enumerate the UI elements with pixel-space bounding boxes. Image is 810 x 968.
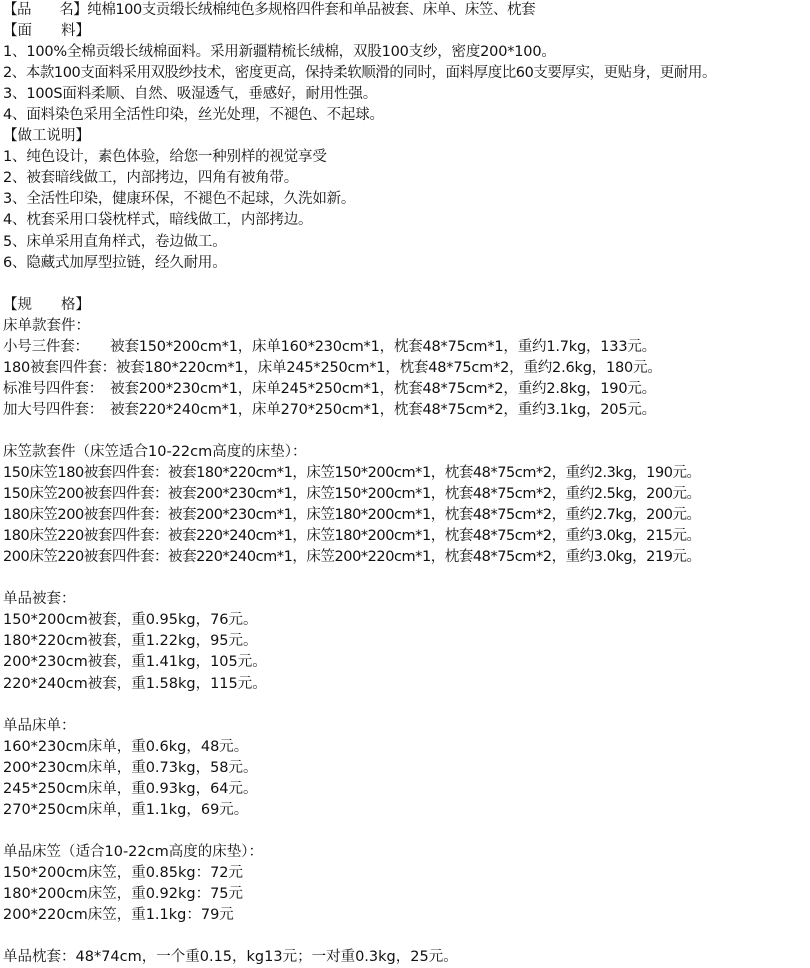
spacer — [3, 568, 807, 589]
duvet-cover-row: 180*220cm被套，重1.22kg，95元。 — [3, 633, 258, 650]
spacer — [3, 926, 807, 947]
sheet-row: 245*250cm床单，重0.93kg，64元。 — [3, 780, 258, 797]
fitted-sheet-row: 150*200cm床笠，重0.85kg：72元 — [3, 864, 244, 881]
spacer — [3, 274, 807, 295]
sheet-sets-title: 床单款套件： — [3, 317, 90, 334]
sheet-row: 200*230cm床单，重0.73kg，58元。 — [3, 759, 258, 776]
fabric-item: 1、100%全棉贡缎长绒棉面料。采用新疆精梳长绒棉，双股100支纱，密度200*100。 — [3, 44, 556, 61]
sheet-set-row: 180被套四件套：被套180*220cm*1，床单245*250cm*1，枕套48*75cm*2，重约2.6kg，180元。 — [3, 359, 662, 376]
workmanship-item: 5、床单采用直角样式，卷边做工。 — [3, 233, 227, 250]
fabric-item: 3、100S面料柔顺、自然、吸湿透气，垂感好，耐用性强。 — [3, 86, 378, 103]
workmanship-item: 1、纯色设计，素色体验，给您一种别样的视觉享受 — [3, 149, 327, 166]
fitted-sets-title: 床笠款套件（床笠适合10-22cm高度的床垫）： — [3, 443, 307, 460]
fitted-set-row: 180床笠200被套四件套：被套200*230cm*1，床笠180*200cm*1，枕套48*75cm*2，重约2.7kg，200元。 — [3, 507, 701, 524]
workmanship-item: 3、全活性印染，健康环保，不褪色不起球，久洗如新。 — [3, 191, 356, 208]
fabric-item: 2、本款100支面料采用双股纱技术，密度更高，保持柔软顺滑的同时，面料厚度比60支要厚实，更贴身，更耐用。 — [3, 65, 716, 82]
product-name-heading: 【品 名】纯棉100支贡缎长绒棉纯色多规格四件套和单品被套、床单、床笠、枕套 — [3, 2, 536, 18]
fitted-sheet-row: 200*220cm床笠，重1.1kg：79元 — [3, 907, 234, 924]
fitted-sheet-row: 180*200cm床笠，重0.92kg：75元 — [3, 885, 244, 902]
duvet-cover-row: 220*240cm被套，重1.58kg，115元。 — [3, 675, 267, 692]
fitted-set-row: 150床笠180被套四件套：被套180*220cm*1，床笠150*200cm*1，枕套48*75cm*2，重约2.3kg，190元。 — [3, 465, 701, 482]
sheet-row: 160*230cm床单，重0.6kg，48元。 — [3, 738, 249, 755]
duvet-cover-row: 150*200cm被套，重0.95kg，76元。 — [3, 612, 258, 629]
duvet-covers-title: 单品被套： — [3, 591, 76, 608]
workmanship-heading: 【做工说明】 — [3, 128, 90, 145]
fabric-item: 4、面料染色采用全活性印染，丝光处理，不褪色、不起球。 — [3, 107, 384, 124]
spacer — [3, 421, 807, 442]
pillowcase-line: 单品枕套：48*74cm，一个重0.15，kg13元；一对重0.3kg，25元。 — [3, 949, 458, 966]
fitted-set-row: 180床笠220被套四件套：被套220*240cm*1，床笠180*200cm*1，枕套48*75cm*2，重约3.0kg，215元。 — [3, 528, 701, 545]
fitted-set-row: 150床笠200被套四件套：被套200*230cm*1，床笠150*200cm*1，枕套48*75cm*2，重约2.5kg，200元。 — [3, 486, 701, 503]
sheet-set-row: 标准号四件套： 被套200*230cm*1，床单245*250cm*1，枕套48*75cm*2，重约2.8kg，190元。 — [3, 380, 656, 397]
specs-heading: 【规 格】 — [3, 296, 90, 313]
sheet-set-row: 加大号四件套： 被套220*240cm*1，床单270*250cm*1，枕套48*75cm*2，重约3.1kg，205元。 — [3, 401, 656, 418]
workmanship-item: 6、隐藏式加厚型拉链，经久耐用。 — [3, 254, 227, 271]
sheets-title: 单品床单： — [3, 717, 76, 734]
spacer — [3, 821, 807, 842]
spacer — [3, 695, 807, 716]
product-description-document — [3, 0, 807, 968]
workmanship-item: 2、被套暗线做工，内部拷边，四角有被角带。 — [3, 170, 299, 187]
sheet-row: 270*250cm床单，重1.1kg，69元。 — [3, 801, 249, 818]
fabric-heading: 【面 料】 — [3, 23, 90, 40]
workmanship-item: 4、枕套采用口袋枕样式，暗线做工，内部拷边。 — [3, 212, 313, 229]
fitted-sheets-title: 单品床笠（适合10-22cm高度的床垫）： — [3, 843, 263, 860]
duvet-cover-row: 200*230cm被套，重1.41kg，105元。 — [3, 654, 267, 671]
fitted-set-row: 200床笠220被套四件套：被套220*240cm*1，床笠200*220cm*1，枕套48*75cm*2，重约3.0kg，219元。 — [3, 549, 701, 566]
sheet-set-row: 小号三件套： 被套150*200cm*1，床单160*230cm*1，枕套48*75cm*1，重约1.7kg，133元。 — [3, 338, 656, 355]
